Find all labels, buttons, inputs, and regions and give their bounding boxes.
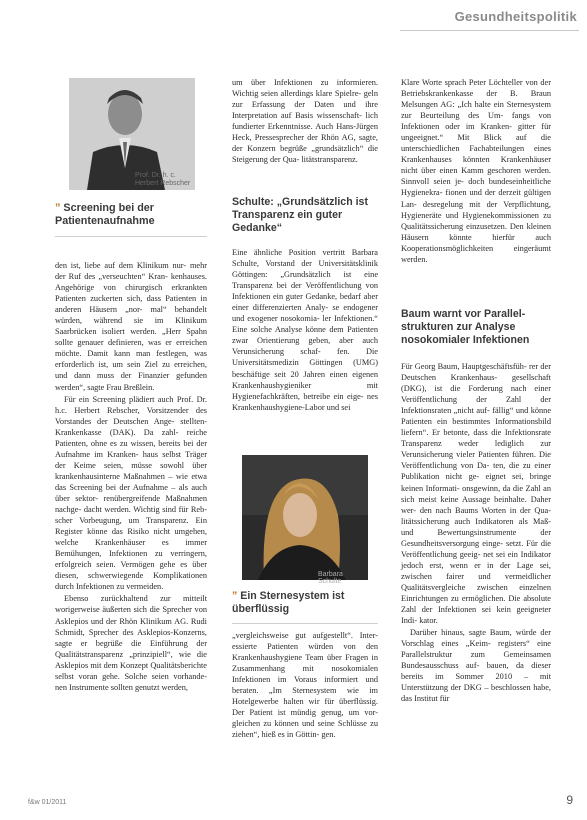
photo-caption-schulte: Barbara Schulte <box>318 571 343 585</box>
subhead-baum: Baum warnt vor Parallel- strukturen zur Analyse nosokomialer Infektionen <box>401 308 530 346</box>
page-number: 9 <box>566 793 573 807</box>
portrait-rebscher <box>69 78 195 190</box>
subhead-quote-mark: ” <box>55 202 61 214</box>
paragraph: Darüber hinaus, sagte Baum, würde der Vorschlag eines „Keim- registers“ eine Parallelstruktur zum Gemeinsamen Bundesausschuss auf- bauen, da dieser bereits im Sommer 2010 – mit Unterstützung der DKG – beschlossen habe, das Institut für <box>401 628 551 704</box>
subhead-sternesystem <box>232 590 378 616</box>
column-2-mid <box>232 247 378 414</box>
column-3-body <box>401 361 551 705</box>
subhead-rule <box>55 236 207 237</box>
paragraph: Für Georg Baum, Hauptgeschäftsfüh- rer der Deutschen Krankenhaus- gesellschaft (DKG), ist die Forderung nach einer Veröffentlichung der Zahl der Infektionsraten „nicht auf- fällig“ und könne Patienten ein bestimmtes Informationsbild liefern“. Er betonte, dass die Infektionsrate Transparenz weder lediglich zur Verunsicherung vieler Patienten führen. Die Veröffentlichung von Da- ten, die zu einer Publikation nicht ge- eignet sei, bringe keinen Informati- onsgewinn, da die Zahl an sich meist keine Aussage beinhalte. Daher wer- den nach Baums Worten in der Qua- litätssicherung auch Indikatoren als Maß- und Bewertungsinstrumente der Gesundheitsversorgung einge- setzt. Für die Veröffentlichung geeig- net sei ein Indikator jedoch erst, wenn er in der Lage sei, zwischen fairer und vermeidlicher Qualitätsvergleiche zwischen einzelnen Einrichtungen zu ermöglichen. Die absolute Zahl der Infektionen sei kein geeigneter Indi- kator. <box>401 362 551 626</box>
paragraph: den ist, liebe auf dem Klinikum nur- mehr der Ruf des „verseuchten“ Kran- kenhauses. Angehörige von chirurgisch erkrankten Patienten zuckerten sich, dass Patienten in anderen Häusern „nor- mal“ behandelt würden, während sie im Klinikum Saarbrücken isoliert werden. „Herr Spahn sollte genauer definieren, was er erreichen möchte. Damit kann man festlegen, was erforderlich ist, um sein Ziel zu erreichen, und dann muss der Finanzier gefunden werden“, sagte Frau Breßlein. <box>55 261 207 392</box>
portrait-woman-image <box>242 455 368 580</box>
column-2-bottom <box>232 630 378 741</box>
column-1-body <box>55 260 207 694</box>
subhead-schulte: Schulte: „Grundsätzlich ist Transparenz ein guter Gedanke“ <box>232 196 368 234</box>
photo-caption-name: Herbert Rebscher <box>135 180 191 187</box>
paragraph: „vergleichsweise gut aufgestellt“. Inter- essierte Patienten würden von den Krankenhaushygiene Team über Fragen in Zusammenhang mit nosokomialen Infektionen im Voraus informiert und beraten. „Im Sternesystem wie im Hotelgewerbe halten wir für überflüssig. Der Patient ist mündig genug, um vor- gleichen zu können und seine Schlüsse zu ziehen“, hieß es in Göttin- gen. <box>232 631 378 740</box>
section-title: Gesundheitspolitik <box>454 9 577 24</box>
portrait-schulte-block <box>232 455 378 624</box>
subhead-text: Screening bei der Patientenaufnahme <box>55 202 155 227</box>
column-2 <box>232 77 378 166</box>
paragraph: Für ein Screening plädiert auch Prof. Dr. h.c. Herbert Rebscher, Vorsitzender des Vorstandes der Deutschen Ange- stellten-Krankenkasse (DAK). Da zahl- reiche Patienten, ohne es zu wissen, bereits bei der Aufnahme im Kranken- haus selbst Träger der Keime seien, müsse sowohl über krankenhausinterne Maßnahmen – wie etwa das Screening bei der Aufnahme – als auch über sektor- renübergreifende Maßnahmen nachge- dacht werden. Wichtig sind für Reb- scher Vorbeugung, um Transparenz. Ein Register könne das Risiko nicht umgehen, welche Krankenhäuser es immer Bemühungen, Infektionen zu verringern, erfolgreich seien. Vermögen gehe es über diesen, schwerwiegende Komplikationen durch Infektionen zu vermeiden. <box>55 394 207 592</box>
paragraph: Klare Worte sprach Peter Löchteller von der Betriebskrankenkasse der B. Braun Melsungen AG: „Ich halte ein Sternesystem zur Beurteilung des Um- fangs von Infektionen oder im Kranken- gitter für ungeeignet.“ Mit Blick auf die unterschiedlichen Fachabteilungen eines Krankenhauses könnten Krankenhäuser nicht über einen Kamm geschoren werden. Sinnvoll seien je- doch bundeseinheitliche Hygienekra- fionen und der derzeit gültigen Lan- desregelung mit der Verpflichtung, Hygieneräte und Hygienekommissionen zu Qualitätssicherung einzusetzen. Den kleinen Häusern könnte hierfür auch Kooperationsmöglichkeiten eingeräumt werden. <box>401 78 551 264</box>
header-rule <box>400 30 579 31</box>
paragraph: Ebenso zurückhaltend zur mitteilt worigerweise äußerten sich die Sprecher von Asklepios und der Rhön Klinikum AG. Rudi Schmidt, Sprecher des Asklepios-Konzerns, sagte er begrüße die Einführung der Qualitätstransparenz „prinzipiell“, wie die Asklepios mit dem Konzept Qualitätsberichte selbst voran gehe. Solche seien vorhande- nen Instrumente sollten genutzt werden, <box>55 594 207 692</box>
subhead-screening <box>55 202 207 228</box>
column-3 <box>401 77 551 266</box>
column-1 <box>55 78 207 237</box>
subhead-rule <box>232 623 378 624</box>
paragraph: um über Infektionen zu informieren. Wichtig seien allerdings klare Spielre- geln zur Erfassung der Daten und ihre Interpretation auf Basis wissenschaft- lich fundierter Erkenntnisse. Auch Hans-Jürgen Heck, Pressesprecher der Rhön AG, sagte, der Konzern begrüße „grundsätzlich“ die Steigerung der Qua- litätstransparenz. <box>232 78 378 165</box>
subhead-text: Ein Sternesystem ist überflüssig <box>232 590 345 615</box>
footer-publication: f&w 01/2011 <box>28 799 67 806</box>
portrait-schulte <box>242 455 368 585</box>
paragraph: Eine ähnliche Position vertritt Barbara Schulte, Vorstand der Universitätsklinik Göttingen: „Grundsätzlich ist eine Transparenz bei der Veröffentlichung von Infektionen ein guter Gedanke, bedarf aber einer differenzierten Analy- se endogener und exogener nosokomia- ler Infektionen.“ Eine solche Analyse könne dem Patienten zwar Orientierung geben, aber auch Verunsicherung schaf- fen. Die Universitätsmedizin Göttingen (UMG) beschäftige seit 20 Jahren einen eigenen Krankenhaushygieniker mit Hygienefachkräften, betreibe ein eige- nes Krankenhaushygiene-Labor und sei <box>232 248 378 412</box>
photo-caption-title: Prof. Dr. h. c. <box>135 172 176 179</box>
subhead-quote-mark: ” <box>232 590 238 602</box>
page-header <box>0 0 587 40</box>
